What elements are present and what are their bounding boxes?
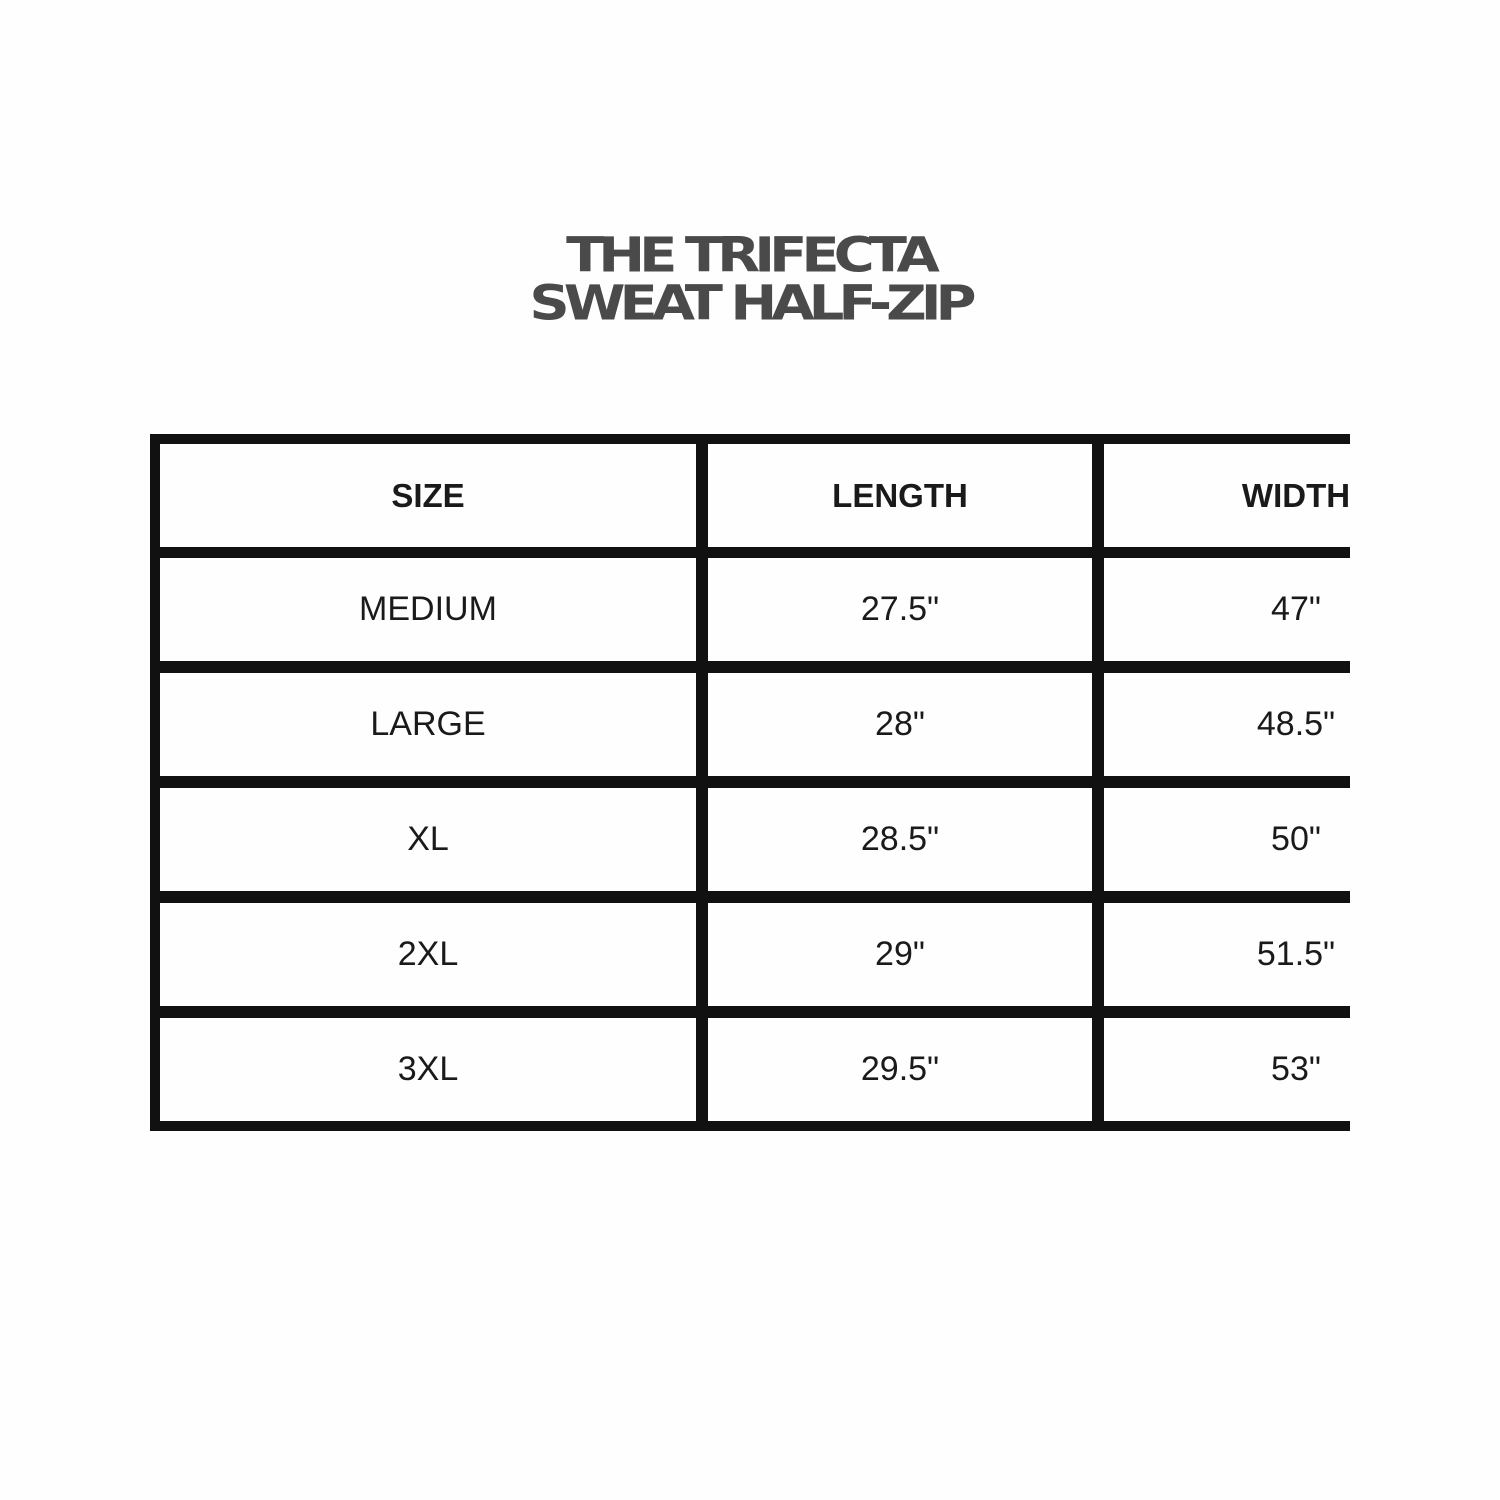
table-cell: XL	[160, 788, 696, 891]
table-cell: 53"	[1104, 1018, 1488, 1121]
title-line-1: THE TRIFECTA	[566, 227, 934, 284]
table-cell: 29"	[708, 903, 1092, 1006]
table-cell: 29.5"	[708, 1018, 1092, 1121]
table-cell: 48.5"	[1104, 673, 1488, 776]
table-cell: 3XL	[160, 1018, 696, 1121]
table-cell: MEDIUM	[160, 558, 696, 661]
title-line-2: SWEAT HALF-ZIP	[529, 275, 971, 332]
size-table	[150, 434, 1350, 1131]
table-cell: 47"	[1104, 558, 1488, 661]
table-cell: 2XL	[160, 903, 696, 1006]
table-cell: 50"	[1104, 788, 1488, 891]
table-cell: 28.5"	[708, 788, 1092, 891]
table-header-cell: SIZE	[160, 444, 696, 547]
table-cell: 27.5"	[708, 558, 1092, 661]
table-cell: LARGE	[160, 673, 696, 776]
table-cell: 51.5"	[1104, 903, 1488, 1006]
table-header-cell: WIDTH	[1104, 444, 1488, 547]
page-title	[0, 227, 1500, 332]
table-cell: 28"	[708, 673, 1092, 776]
table-header-cell: LENGTH	[708, 444, 1092, 547]
